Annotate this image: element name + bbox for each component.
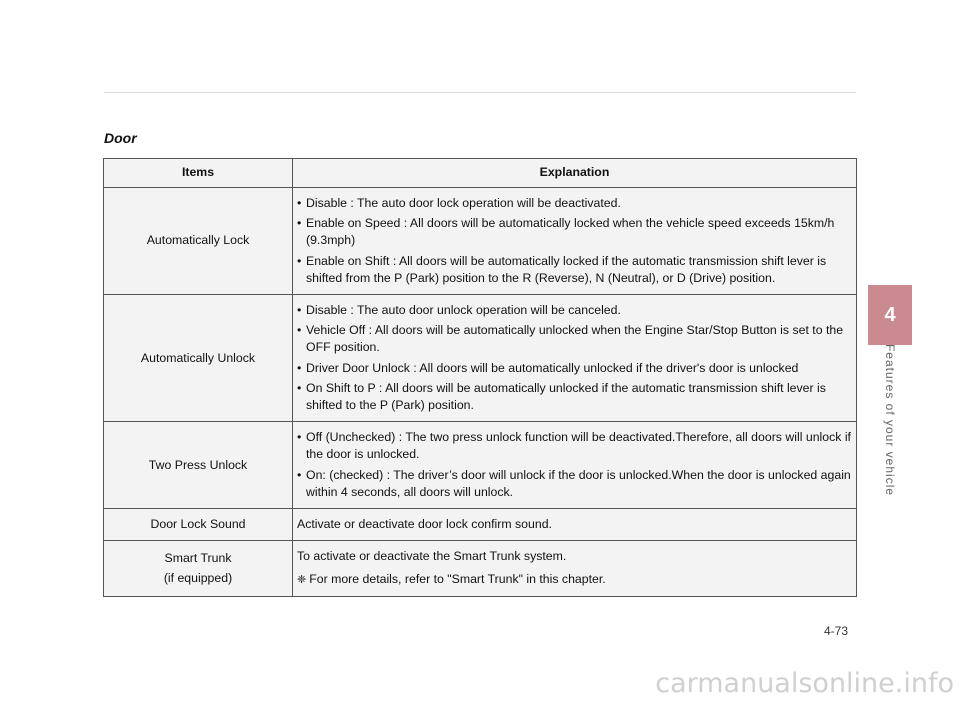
explanation-text: To activate or deactivate the Smart Trunk system. — [297, 549, 567, 564]
bullet-item: • On: (checked) : The driver’s door will unlock if the door is unlocked.When the door is unlocked again within 4 seconds, all doors will unlock. — [297, 467, 854, 501]
table-row-smart-trunk — [104, 541, 857, 597]
watermark: carmanualsonline.info — [655, 668, 954, 699]
explanation-cell — [293, 295, 857, 422]
header-explanation: Explanation — [293, 159, 857, 188]
item-label: Smart Trunk — [164, 551, 232, 566]
door-settings-table — [103, 158, 857, 597]
item-cell: Automatically Lock — [104, 188, 293, 295]
note-icon: ❈ — [297, 574, 307, 587]
table-row-two-press-unlock — [104, 422, 857, 509]
bullet-item: • Disable : The auto door lock operation will be deactivated. — [297, 195, 854, 212]
bullet-item: • Driver Door Unlock : All doors will be automatically unlocked if the driver's door is unlocked — [297, 360, 854, 377]
explanation-text: Activate or deactivate door lock confirm sound. — [297, 517, 552, 532]
item-cell: Door Lock Sound — [104, 509, 293, 541]
table-row-automatically-lock — [104, 188, 857, 295]
explanation-cell — [293, 188, 857, 295]
bullet-item: • Vehicle Off : All doors will be automatically unlocked when the Engine Star/Stop Button is set to the OFF position. — [297, 322, 854, 356]
note-line — [297, 571, 854, 588]
explanation-cell — [293, 541, 857, 597]
header-items: Items — [104, 159, 293, 188]
bullet-list — [297, 302, 854, 414]
table-header-row — [104, 159, 857, 188]
explanation-cell — [293, 422, 857, 509]
bullet-list — [297, 429, 854, 501]
bullet-item: • Off (Unchecked) : The two press unlock function will be deactivated.Therefore, all doors will unlock if the door is unlocked. — [297, 429, 854, 463]
bullet-item: • Enable on Shift : All doors will be automatically locked if the automatic transmission shift lever is shifted from the P (Park) position to the R (Reverse), N (Neutral), or D (Drive) position. — [297, 253, 854, 287]
bullet-item: • On Shift to P : All doors will be automatically unlocked if the automatic transmission shift lever is shifted to the P (Park) position. — [297, 380, 854, 414]
chapter-label: Features of your vehicle — [883, 343, 897, 497]
bullet-item: • Disable : The auto door unlock operation will be canceled. — [297, 302, 854, 319]
item-cell — [104, 541, 293, 597]
bullet-list — [297, 195, 854, 287]
note-text: For more details, refer to "Smart Trunk" in this chapter. — [309, 572, 606, 587]
section-title: Door — [104, 130, 137, 146]
bullet-item: • Enable on Speed : All doors will be automatically locked when the vehicle speed exceeds 15km/h (9.3mph) — [297, 215, 854, 249]
top-divider — [104, 92, 856, 93]
item-cell: Automatically Unlock — [104, 295, 293, 422]
chapter-tab: 4 — [868, 285, 912, 345]
table-row-automatically-unlock — [104, 295, 857, 422]
item-cell: Two Press Unlock — [104, 422, 293, 509]
page-number: 4-73 — [824, 624, 849, 638]
explanation-cell — [293, 509, 857, 541]
item-sublabel: (if equipped) — [163, 570, 233, 585]
table-row-door-lock-sound — [104, 509, 857, 541]
